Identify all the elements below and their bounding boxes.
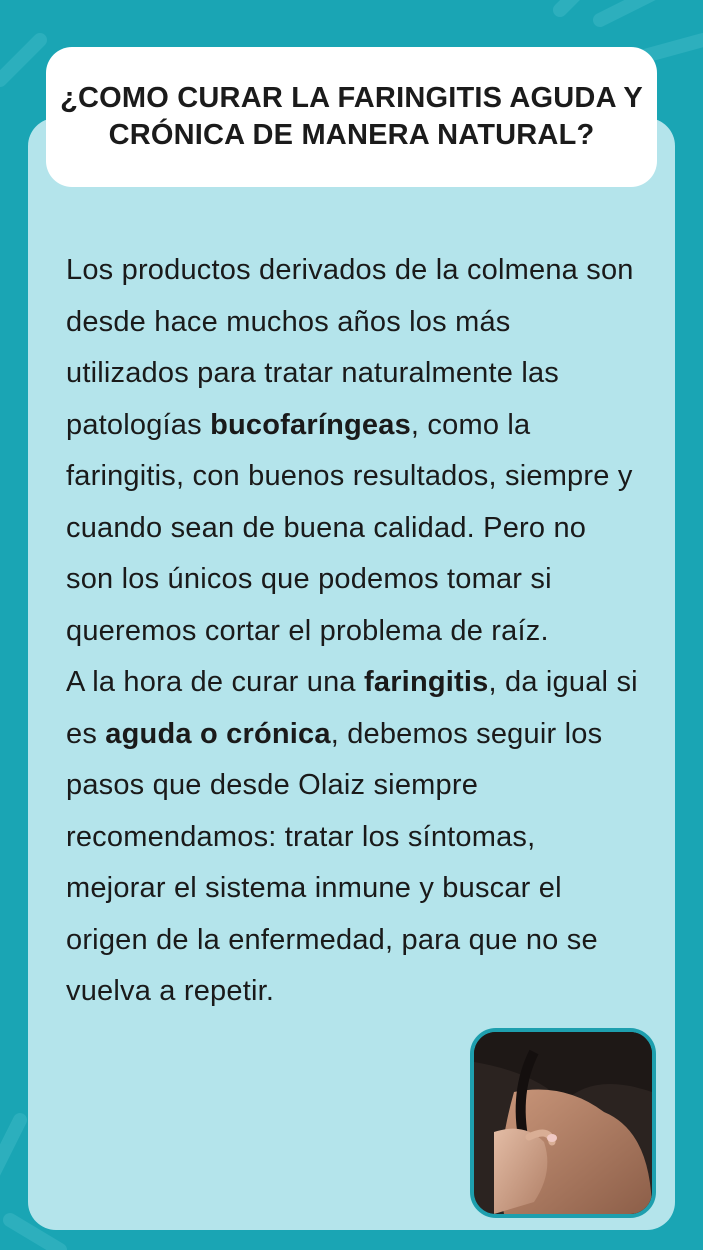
title-line-2: CRÓNICA DE MANERA NATURAL? (108, 119, 595, 151)
article-body (66, 245, 640, 1018)
paragraph-2-text-c: , debemos seguir los pasos que desde Olaiz siempre recomendamos: tratar los síntomas, mejorar el sistema inmune y buscar el origen de la enfermedad, para que no se vuelva a repetir. (66, 717, 603, 1007)
paragraph-1 (66, 245, 640, 657)
paragraph-2-text-b: , da igual si es (66, 666, 638, 750)
paragraph-1-text-a: Los productos derivados de la colmena son desde hace muchos años los más utilizados para tratar naturalmente las patologías (66, 254, 634, 441)
page-title (46, 80, 657, 154)
photo-illustration (474, 1032, 652, 1214)
paragraph-2-bold-a: faringitis (364, 666, 489, 698)
paragraph-2-text-a: A la hora de curar una (66, 666, 365, 698)
woman-neck-photo (470, 1028, 656, 1218)
paragraph-1-bold: bucofaríngeas (210, 408, 411, 441)
paragraph-1-text-b: , como la faringitis, con buenos resultados, siempre y cuando sean de buena calidad. Pero no son los únicos que podemos tomar si queremos cortar el problema de raíz. (66, 408, 633, 647)
title-box (46, 47, 657, 187)
paragraph-2 (66, 657, 640, 1018)
paragraph-2-bold-b: aguda o crónica (105, 717, 331, 750)
title-line-1: ¿COMO CURAR LA FARINGITIS AGUDA Y (60, 82, 643, 114)
